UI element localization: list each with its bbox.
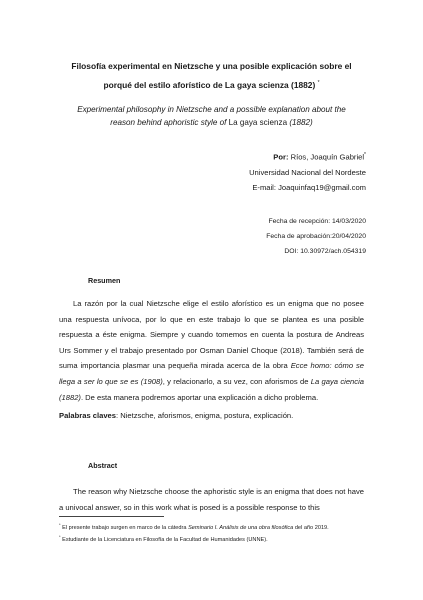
abstract-body: The reason why Nietzsche choose the aphoristic style is an enigma that does not have a univocal answer, so in this work what is posed is a possible response to this xyxy=(59,487,364,512)
resumen-text-a: La razón por la cual Nietzsche elige el estilo aforístico es un enigma que no posee una respuesta unívoca, por lo que en este trabajo lo que se plantea es una posible respuesta a éste enigma. Siempre y cuando tomemos en cuenta la postura de Andreas Urs Sommer y el trabajo presentado por Osman Daniel Choque (2018). También será de suma importancia plasmar una pequeña mirada acerca de la obra xyxy=(59,299,364,371)
footnote-2-marker: * xyxy=(59,533,61,539)
footnotes xyxy=(59,521,364,545)
title-footnote-marker: * xyxy=(317,80,320,86)
paper-subtitle xyxy=(48,104,375,129)
keywords-label: Palabras claves xyxy=(59,411,116,420)
title-line-1: Filosofía experimental en Nietzsche y una posible explicación sobre el xyxy=(71,61,352,71)
date-received: Fecha de recepción: 14/03/2020 xyxy=(268,218,366,225)
footnote-2-text: Estudiante de la Licenciatura en Filosofía de la Facultad de Humanidades (UNNE). xyxy=(60,536,268,543)
doi: DOI: 10.30972/ach.054319 xyxy=(284,248,366,255)
abstract-heading: Abstract xyxy=(88,461,118,470)
paper-title xyxy=(40,58,383,94)
footnote-1 xyxy=(59,521,364,532)
footnote-2 xyxy=(59,533,364,544)
resumen-text-e: . De esta manera podremos aportar una explicación a dicho problema. xyxy=(80,392,319,402)
footnote-1-marker: * xyxy=(59,522,61,527)
resumen-body xyxy=(59,296,364,405)
author-name: Ríos, Joaquín Gabriel xyxy=(288,152,365,162)
footnote-divider xyxy=(59,516,164,517)
subtitle-work-title: La gaya scienza xyxy=(228,117,288,127)
author-email: E-mail: Joaquinfaq19@gmail.com xyxy=(252,182,366,192)
resumen-heading: Resumen xyxy=(88,276,121,285)
subtitle-line-2c: (1882) xyxy=(287,117,313,127)
keywords-text: : Nietzsche, aforismos, enigma, postura, explicación. xyxy=(116,411,294,420)
author-footnote-marker: * xyxy=(364,152,366,158)
resumen-work-gaya-ciencia: La gaya ciencia (1882) xyxy=(59,376,364,402)
resumen-text-c: , y relacionarlo, a su vez, con aforismos de xyxy=(162,376,311,386)
author-prefix: Por: xyxy=(273,152,289,162)
author-university: Universidad Nacional del Nordeste xyxy=(249,167,366,177)
footnote-1-course: Seminario I. Análisis de una obra filosófica xyxy=(188,524,294,531)
resumen-work-ecce-homo: Ecce homo: cómo se llega a ser lo que se es (1908) xyxy=(59,361,364,386)
subtitle-line-1: Experimental philosophy in Nietzsche and a possible explanation about the xyxy=(77,105,346,114)
author-block xyxy=(249,148,366,195)
footnote-1-text-a: El presente trabajo surgen en marco de la cátedra xyxy=(60,524,189,531)
author-line xyxy=(249,148,366,165)
date-approved: Fecha de aprobación:20/04/2020 xyxy=(266,233,366,240)
keywords-line xyxy=(59,411,364,420)
meta-block xyxy=(266,214,366,259)
footnote-1-text-c: del año 2019. xyxy=(293,524,329,531)
title-line-2: porqué del estilo aforístico de La gaya scienza (1882) xyxy=(103,79,316,90)
subtitle-line-2a: reason behind aphoristic style of xyxy=(110,117,229,127)
